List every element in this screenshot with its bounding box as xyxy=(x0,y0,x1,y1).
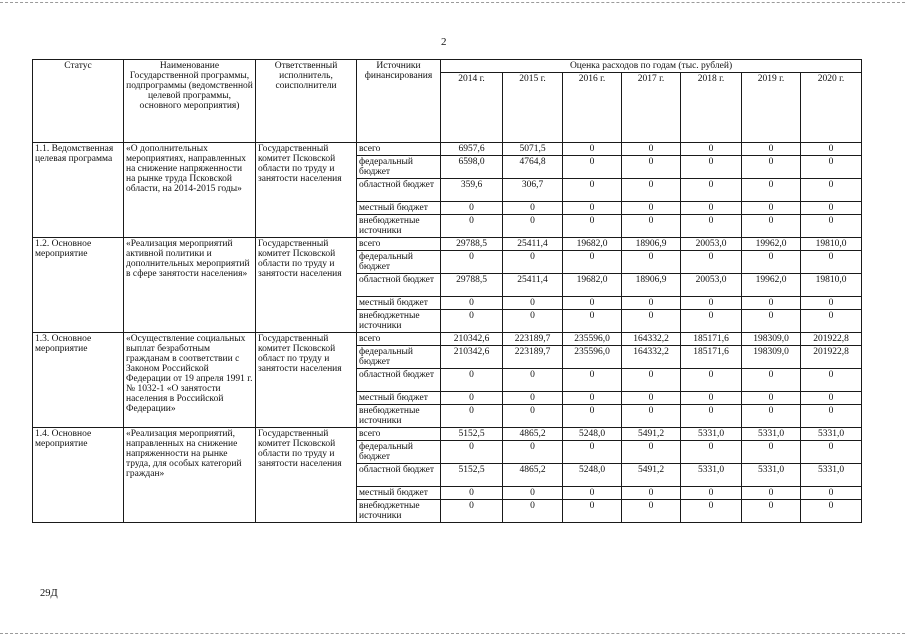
amount-cell: 223189,7 xyxy=(503,333,563,346)
amount-cell: 5071,5 xyxy=(503,143,563,156)
amount-cell: 0 xyxy=(681,369,742,392)
funding-source-cell: всего xyxy=(357,428,441,441)
amount-cell: 0 xyxy=(742,500,801,523)
scan-edge-top xyxy=(0,2,905,3)
amount-cell: 0 xyxy=(681,500,742,523)
amount-cell: 4865,2 xyxy=(503,428,563,441)
amount-cell: 6598,0 xyxy=(441,156,503,179)
amount-cell: 0 xyxy=(801,487,862,500)
program-name-cell: «Реализация мероприятий, направленных на снижение напряженности на рынке труда, для особых категорий граждан» xyxy=(124,428,256,523)
amount-cell: 210342,6 xyxy=(441,333,503,346)
amount-cell: 0 xyxy=(622,179,681,202)
amount-cell: 0 xyxy=(801,143,862,156)
amount-cell: 0 xyxy=(801,215,862,238)
amount-cell: 19962,0 xyxy=(742,238,801,251)
header-status: Статус xyxy=(33,60,124,143)
funding-source-cell: федеральный бюджет xyxy=(357,156,441,179)
program-name-cell: «Реализация мероприятий активной политики и дополнительных мероприятий в сфере занятости населения» xyxy=(124,238,256,333)
amount-cell: 0 xyxy=(742,297,801,310)
amount-cell: 0 xyxy=(742,392,801,405)
amount-cell: 5331,0 xyxy=(801,428,862,441)
status-cell: 1.4. Основное мероприятие xyxy=(33,428,124,523)
amount-cell: 0 xyxy=(801,251,862,274)
header-expense-estimate: Оценка расходов по годам (тыс. рублей) xyxy=(441,60,862,73)
amount-cell: 0 xyxy=(441,392,503,405)
amount-cell: 0 xyxy=(503,369,563,392)
amount-cell: 0 xyxy=(742,202,801,215)
amount-cell: 0 xyxy=(681,202,742,215)
amount-cell: 5491,2 xyxy=(622,464,681,487)
page-number: 2 xyxy=(441,36,447,48)
amount-cell: 0 xyxy=(622,487,681,500)
table-row xyxy=(33,428,862,441)
amount-cell: 0 xyxy=(441,369,503,392)
amount-cell: 0 xyxy=(441,500,503,523)
amount-cell: 0 xyxy=(742,251,801,274)
funding-source-cell: всего xyxy=(357,238,441,251)
header-executor: Ответственный исполнитель, соисполнители xyxy=(256,60,357,143)
funding-source-cell: внебюджетные источники xyxy=(357,405,441,428)
amount-cell: 0 xyxy=(742,487,801,500)
executor-cell: Государственный комитет Псковской области по труду и занятости населения xyxy=(256,238,357,333)
table-row xyxy=(33,143,862,156)
amount-cell: 0 xyxy=(742,143,801,156)
amount-cell: 0 xyxy=(563,369,622,392)
amount-cell: 201922,8 xyxy=(801,346,862,369)
status-cell: 1.1. Ведомственная целевая программа xyxy=(33,143,124,238)
amount-cell: 25411,4 xyxy=(503,238,563,251)
amount-cell: 5331,0 xyxy=(681,428,742,441)
amount-cell: 0 xyxy=(503,500,563,523)
executor-cell: Государственный комитет Псковской области по труду и занятости населения xyxy=(256,143,357,238)
amount-cell: 0 xyxy=(441,251,503,274)
header-year: 2020 г. xyxy=(801,73,862,143)
amount-cell: 0 xyxy=(441,487,503,500)
funding-source-cell: местный бюджет xyxy=(357,297,441,310)
amount-cell: 0 xyxy=(742,405,801,428)
amount-cell: 0 xyxy=(801,156,862,179)
funding-source-cell: областной бюджет xyxy=(357,464,441,487)
amount-cell: 0 xyxy=(742,310,801,333)
amount-cell: 0 xyxy=(801,441,862,464)
header-year: 2015 г. xyxy=(503,73,563,143)
amount-cell: 0 xyxy=(622,441,681,464)
header-year: 2016 г. xyxy=(563,73,622,143)
funding-source-cell: местный бюджет xyxy=(357,487,441,500)
amount-cell: 0 xyxy=(441,405,503,428)
amount-cell: 0 xyxy=(563,156,622,179)
amount-cell: 0 xyxy=(742,369,801,392)
amount-cell: 0 xyxy=(742,441,801,464)
amount-cell: 0 xyxy=(622,215,681,238)
program-name-cell: «Осуществление социальных выплат безработным гражданам в соответствии с Законом Российской Федерации от 19 апреля 1991 г. № 1032-1 «О занятости населения в Российской Федерации» xyxy=(124,333,256,428)
amount-cell: 4764,8 xyxy=(503,156,563,179)
amount-cell: 0 xyxy=(441,297,503,310)
amount-cell: 5491,2 xyxy=(622,428,681,441)
amount-cell: 0 xyxy=(622,500,681,523)
scan-edge-bottom xyxy=(0,633,905,634)
amount-cell: 0 xyxy=(503,405,563,428)
amount-cell: 0 xyxy=(801,392,862,405)
amount-cell: 0 xyxy=(441,310,503,333)
amount-cell: 0 xyxy=(503,251,563,274)
amount-cell: 0 xyxy=(681,405,742,428)
amount-cell: 19962,0 xyxy=(742,274,801,297)
amount-cell: 0 xyxy=(441,441,503,464)
amount-cell: 5248,0 xyxy=(563,464,622,487)
amount-cell: 0 xyxy=(503,441,563,464)
amount-cell: 0 xyxy=(622,392,681,405)
amount-cell: 5248,0 xyxy=(563,428,622,441)
amount-cell: 5152,5 xyxy=(441,428,503,441)
amount-cell: 306,7 xyxy=(503,179,563,202)
amount-cell: 19682,0 xyxy=(563,238,622,251)
amount-cell: 0 xyxy=(681,179,742,202)
amount-cell: 0 xyxy=(622,143,681,156)
amount-cell: 0 xyxy=(503,297,563,310)
amount-cell: 0 xyxy=(563,143,622,156)
amount-cell: 0 xyxy=(742,179,801,202)
funding-source-cell: областной бюджет xyxy=(357,274,441,297)
amount-cell: 0 xyxy=(622,251,681,274)
amount-cell: 18906,9 xyxy=(622,238,681,251)
funding-source-cell: внебюджетные источники xyxy=(357,500,441,523)
funding-source-cell: внебюджетные источники xyxy=(357,310,441,333)
amount-cell: 0 xyxy=(681,297,742,310)
amount-cell: 210342,6 xyxy=(441,346,503,369)
amount-cell: 19810,0 xyxy=(801,274,862,297)
funding-source-cell: федеральный бюджет xyxy=(357,441,441,464)
executor-cell: Государственный комитет Псковской област по труду и занятости населения xyxy=(256,333,357,428)
amount-cell: 0 xyxy=(622,297,681,310)
table-row xyxy=(33,333,862,346)
amount-cell: 0 xyxy=(801,297,862,310)
amount-cell: 5331,0 xyxy=(801,464,862,487)
funding-source-cell: федеральный бюджет xyxy=(357,346,441,369)
amount-cell: 0 xyxy=(681,143,742,156)
amount-cell: 359,6 xyxy=(441,179,503,202)
amount-cell: 0 xyxy=(563,179,622,202)
status-cell: 1.2. Основное мероприятие xyxy=(33,238,124,333)
amount-cell: 5152,5 xyxy=(441,464,503,487)
amount-cell: 164332,2 xyxy=(622,346,681,369)
amount-cell: 20053,0 xyxy=(681,274,742,297)
amount-cell: 0 xyxy=(801,500,862,523)
header-year: 2019 г. xyxy=(742,73,801,143)
funding-source-cell: федеральный бюджет xyxy=(357,251,441,274)
amount-cell: 18906,9 xyxy=(622,274,681,297)
amount-cell: 0 xyxy=(503,215,563,238)
funding-source-cell: областной бюджет xyxy=(357,369,441,392)
amount-cell: 0 xyxy=(801,369,862,392)
amount-cell: 0 xyxy=(503,487,563,500)
amount-cell: 0 xyxy=(681,310,742,333)
amount-cell: 0 xyxy=(563,202,622,215)
amount-cell: 201922,8 xyxy=(801,333,862,346)
amount-cell: 0 xyxy=(681,487,742,500)
amount-cell: 164332,2 xyxy=(622,333,681,346)
amount-cell: 0 xyxy=(681,251,742,274)
amount-cell: 185171,6 xyxy=(681,333,742,346)
amount-cell: 0 xyxy=(801,202,862,215)
funding-source-cell: всего xyxy=(357,143,441,156)
amount-cell: 235596,0 xyxy=(563,346,622,369)
amount-cell: 0 xyxy=(801,310,862,333)
amount-cell: 0 xyxy=(622,310,681,333)
header-year: 2014 г. xyxy=(441,73,503,143)
amount-cell: 5331,0 xyxy=(681,464,742,487)
program-name-cell: «О дополнительных мероприятиях, направленных на снижение напряженности на рынке труда Псковской области, на 2014-2015 годы» xyxy=(124,143,256,238)
amount-cell: 19810,0 xyxy=(801,238,862,251)
amount-cell: 0 xyxy=(681,441,742,464)
amount-cell: 6957,6 xyxy=(441,143,503,156)
amount-cell: 29788,5 xyxy=(441,274,503,297)
amount-cell: 0 xyxy=(801,405,862,428)
amount-cell: 5331,0 xyxy=(742,428,801,441)
amount-cell: 0 xyxy=(563,215,622,238)
amount-cell: 0 xyxy=(801,179,862,202)
header-funding-source: Источники финансирования xyxy=(357,60,441,143)
expense-table xyxy=(32,59,862,523)
funding-source-cell: местный бюджет xyxy=(357,392,441,405)
amount-cell: 235596,0 xyxy=(563,333,622,346)
amount-cell: 0 xyxy=(563,500,622,523)
amount-cell: 0 xyxy=(441,202,503,215)
amount-cell: 0 xyxy=(563,392,622,405)
amount-cell: 20053,0 xyxy=(681,238,742,251)
amount-cell: 5331,0 xyxy=(742,464,801,487)
amount-cell: 0 xyxy=(503,392,563,405)
amount-cell: 0 xyxy=(563,405,622,428)
executor-cell: Государственный комитет Псковской области по труду и занятости населения xyxy=(256,428,357,523)
amount-cell: 0 xyxy=(681,215,742,238)
amount-cell: 0 xyxy=(563,297,622,310)
status-cell: 1.3. Основное мероприятие xyxy=(33,333,124,428)
amount-cell: 198309,0 xyxy=(742,333,801,346)
amount-cell: 4865,2 xyxy=(503,464,563,487)
amount-cell: 19682,0 xyxy=(563,274,622,297)
amount-cell: 0 xyxy=(622,156,681,179)
amount-cell: 0 xyxy=(742,156,801,179)
amount-cell: 223189,7 xyxy=(503,346,563,369)
header-year: 2017 г. xyxy=(622,73,681,143)
funding-source-cell: внебюджетные источники xyxy=(357,215,441,238)
amount-cell: 0 xyxy=(742,215,801,238)
amount-cell: 0 xyxy=(622,202,681,215)
amount-cell: 185171,6 xyxy=(681,346,742,369)
amount-cell: 0 xyxy=(563,441,622,464)
amount-cell: 0 xyxy=(563,310,622,333)
header-year: 2018 г. xyxy=(681,73,742,143)
table-body xyxy=(33,143,862,523)
table-row xyxy=(33,238,862,251)
amount-cell: 0 xyxy=(503,310,563,333)
amount-cell: 0 xyxy=(503,202,563,215)
amount-cell: 25411,4 xyxy=(503,274,563,297)
amount-cell: 0 xyxy=(622,405,681,428)
header-program-name: Наименование Государственной программы, подпрограммы (ведомственной целевой программы, основного мероприятия) xyxy=(124,60,256,143)
funding-source-cell: местный бюджет xyxy=(357,202,441,215)
amount-cell: 198309,0 xyxy=(742,346,801,369)
amount-cell: 0 xyxy=(441,215,503,238)
funding-source-cell: областной бюджет xyxy=(357,179,441,202)
amount-cell: 0 xyxy=(681,156,742,179)
amount-cell: 0 xyxy=(681,392,742,405)
footer-code: 29Д xyxy=(40,588,58,599)
amount-cell: 0 xyxy=(622,369,681,392)
funding-source-cell: всего xyxy=(357,333,441,346)
amount-cell: 0 xyxy=(563,487,622,500)
amount-cell: 29788,5 xyxy=(441,238,503,251)
amount-cell: 0 xyxy=(563,251,622,274)
